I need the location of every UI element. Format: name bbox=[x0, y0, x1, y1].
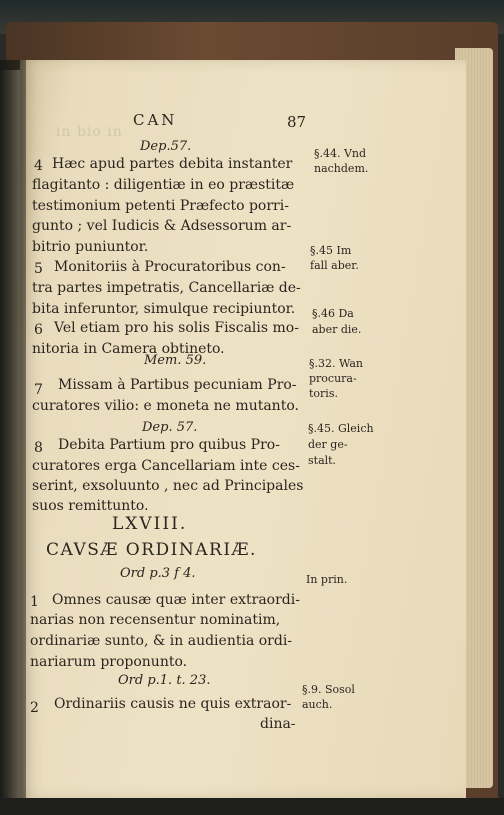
marginal-note: procura- bbox=[309, 372, 357, 385]
marginal-note: aber die. bbox=[312, 323, 362, 336]
item-number: 7 bbox=[34, 382, 43, 398]
bleed-through-text: in bio in bbox=[56, 124, 123, 140]
text-line: Debita Partium pro quibus Pro- bbox=[58, 437, 280, 453]
marginal-note: §.32. Wan bbox=[309, 357, 363, 370]
marginal-note: In prin. bbox=[306, 573, 348, 586]
spine-shadow bbox=[0, 60, 26, 815]
text-line: curatores vilio: e moneta ne mutanto. bbox=[32, 398, 299, 414]
item-number: 1 bbox=[30, 594, 39, 610]
marginal-note: fall aber. bbox=[310, 259, 359, 272]
reference-line: Mem. 59. bbox=[144, 353, 207, 368]
text-line: Ordinariis causis ne quis extraor- bbox=[54, 696, 292, 712]
text-line: testimonium petenti Præfecto porri- bbox=[32, 198, 289, 214]
text-line: dina- bbox=[260, 716, 296, 732]
text-line: narias non recensentur nominatim, bbox=[30, 612, 281, 628]
running-head: CAN bbox=[133, 111, 178, 129]
text-line: curatores erga Cancellariam inte ces- bbox=[32, 458, 300, 474]
text-line: ordinariæ sunto, & in audientia ordi- bbox=[30, 633, 293, 649]
text-line: Omnes causæ quæ inter extraordi- bbox=[52, 592, 300, 608]
marginal-note: nachdem. bbox=[314, 162, 369, 175]
text-line: Hæc apud partes debita instanter bbox=[52, 156, 293, 172]
text-line: nariarum proponunto. bbox=[30, 654, 188, 670]
text-line: flagitanto : diligentiæ in eo præstitæ bbox=[32, 177, 295, 193]
text-line: serint, exsoluunto , nec ad Principales bbox=[32, 478, 304, 494]
marginal-note: §.9. Sosol bbox=[302, 683, 355, 696]
page-number: 87 bbox=[287, 113, 307, 131]
item-number: 5 bbox=[34, 261, 43, 277]
section-number: LXVIII. bbox=[112, 514, 188, 534]
item-number: 2 bbox=[30, 700, 39, 716]
section-title: CAVSÆ ORDINARIÆ. bbox=[46, 540, 257, 560]
marginal-note: §.46 Da bbox=[312, 307, 354, 320]
item-number: 6 bbox=[34, 322, 43, 338]
marginal-note: der ge- bbox=[308, 438, 348, 451]
text-line: gunto ; vel Iudicis & Adsessorum ar- bbox=[32, 218, 292, 234]
reference-line: Dep.57. bbox=[140, 139, 192, 154]
book-page bbox=[20, 60, 466, 798]
marginal-note: stalt. bbox=[308, 454, 337, 467]
text-line: Monitoriis à Procuratoribus con- bbox=[54, 259, 286, 275]
item-number: 4 bbox=[34, 158, 43, 174]
marginal-note: §.45 Im bbox=[310, 244, 352, 257]
text-line: tra partes impetratis, Cancellariæ de- bbox=[32, 280, 301, 296]
reference-line: Dep. 57. bbox=[142, 420, 198, 435]
reference-line: Ord p.3 f 4. bbox=[120, 566, 196, 581]
marginal-note: §.45. Gleich bbox=[308, 422, 374, 435]
text-line: bita inferuntor, simulque recipiuntor. bbox=[32, 301, 296, 317]
text-line: bitrio puniuntor. bbox=[32, 239, 149, 255]
reference-line: Ord p.1. t. 23. bbox=[118, 673, 211, 688]
text-line: nitoria in Camera obtineto. bbox=[32, 341, 225, 357]
text-line: Missam à Partibus pecuniam Pro- bbox=[58, 377, 297, 393]
text-line: suos remittunto. bbox=[32, 498, 149, 514]
marginal-note: §.44. Vnd bbox=[314, 147, 367, 160]
marginal-note: toris. bbox=[309, 387, 338, 400]
item-number: 8 bbox=[34, 440, 43, 456]
background-bottom bbox=[0, 798, 504, 815]
text-line: Vel etiam pro his solis Fiscalis mo- bbox=[54, 320, 299, 336]
marginal-note: auch. bbox=[302, 698, 333, 711]
